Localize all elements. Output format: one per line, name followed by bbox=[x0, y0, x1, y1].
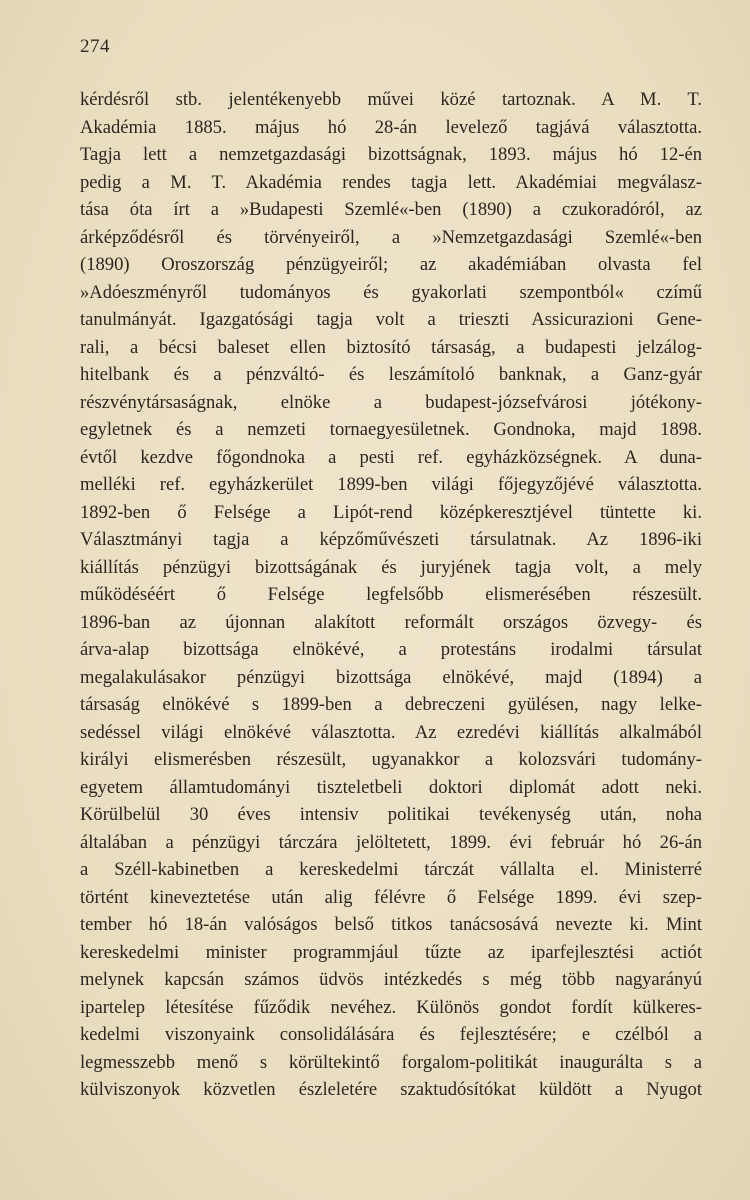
text-line: kereskedelmi minister programmjául tűzte az iparfejlesztési actiót bbox=[80, 941, 702, 963]
text-line: árképződésről és törvényeiről, a »Nemzetgazdasági Szemlé«-ben bbox=[80, 226, 702, 248]
text-line: történt kineveztetése után alig félévre ő Felsége 1899. évi szep- bbox=[80, 886, 702, 908]
text-line: Választmányi tagja a képzőművészeti társulatnak. Az 1896-iki bbox=[80, 529, 702, 550]
text-line: 1892-ben ő Felsége a Lipót-rend középkeresztjével tüntette ki. bbox=[80, 501, 702, 523]
page-number: 274 bbox=[80, 36, 110, 57]
body-text bbox=[80, 86, 702, 1104]
text-line: kedelmi viszonyaink consolidálására és fejlesztésére; e czélból a bbox=[80, 1024, 702, 1045]
text-line: évtől kezdve főgondnoka a pesti ref. egyházközségnek. A duna- bbox=[80, 446, 702, 468]
text-line: tanulmányát. Igazgatósági tagja volt a trieszti Assicurazioni Gene- bbox=[80, 309, 702, 330]
text-line: a Széll-kabinetben a kereskedelmi tárczát vállalta el. Ministerré bbox=[80, 859, 702, 880]
text-line: tember hó 18-án valóságos belső titkos tanácsosává nevezte ki. Mint bbox=[80, 914, 702, 935]
text-line: tása óta írt a »Budapesti Szemlé«-ben (1890) a czukoradóról, az bbox=[80, 199, 702, 220]
text-line: ipartelep létesítése fűződik nevéhez. Különös gondot fordít külkeres- bbox=[80, 996, 702, 1018]
text-line: királyi elismerésben részesült, ugyanakkor a kolozsvári tudomány- bbox=[80, 749, 702, 770]
text-line: megalakulásakor pénzügyi bizottsága elnökévé, majd (1894) a bbox=[80, 666, 702, 688]
text-line: egyetem államtudományi tiszteletbeli doktori diplomát adott neki. bbox=[80, 776, 702, 798]
text-line: Akadémia 1885. május hó 28-án levelező tagjává választotta. bbox=[80, 116, 702, 138]
text-line: külviszonyok közvetlen észleletére szaktudósítókat küldött a Nyugot bbox=[80, 1079, 702, 1100]
text-line: működéséért ő Felsége legfelsőbb elismerésében részesült. bbox=[80, 584, 702, 605]
text-line: (1890) Oroszország pénzügyeiről; az akadémiában olvasta fel bbox=[80, 254, 702, 275]
text-line: sedéssel világi elnökévé választotta. Az ezredévi kiállítás alkalmából bbox=[80, 721, 702, 743]
text-line: kérdésről stb. jelentékenyebb művei közé tartoznak. A M. T. bbox=[80, 89, 702, 110]
text-line: Körülbelül 30 éves intensiv politikai tevékenység után, noha bbox=[80, 804, 702, 825]
text-line: hitelbank és a pénzváltó- és leszámítoló banknak, a Ganz-gyár bbox=[80, 364, 702, 385]
text-line: árva-alap bizottsága elnökévé, a protestáns irodalmi társulat bbox=[80, 639, 702, 660]
text-line: kiállítás pénzügyi bizottságának és juryjének tagja volt, a mely bbox=[80, 556, 702, 578]
text-line: »Adóeszményről tudományos és gyakorlati szempontból« czímű bbox=[80, 281, 702, 303]
text-line: 1896-ban az újonnan alakított reformált országos özvegy- és bbox=[80, 611, 702, 633]
text-line: legmesszebb menő s körültekintő forgalom-politikát inaugurálta s a bbox=[80, 1051, 702, 1073]
text-line: melynek kapcsán számos üdvös intézkedés s még több nagyarányú bbox=[80, 969, 702, 990]
text-line: általában a pénzügyi tárczára jelöltetett, 1899. évi február hó 26-án bbox=[80, 831, 702, 853]
text-line: Tagja lett a nemzetgazdasági bizottságnak, 1893. május hó 12-én bbox=[80, 144, 702, 165]
text-line: egyletnek és a nemzeti tornaegyesületnek. Gondnoka, majd 1898. bbox=[80, 419, 702, 440]
text-line: társaság elnökévé s 1899-ben a debreczeni gyülésen, nagy lelke- bbox=[80, 694, 702, 715]
text-line: melléki ref. egyházkerület 1899-ben világi főjegyzőjévé választotta. bbox=[80, 474, 702, 495]
text-line: részvénytársaságnak, elnöke a budapest-józsefvárosi jótékony- bbox=[80, 391, 702, 413]
text-line: pedig a M. T. Akadémia rendes tagja lett. Akadémiai megválasz- bbox=[80, 171, 702, 193]
text-line: rali, a bécsi baleset ellen biztosító társaság, a budapesti jelzálog- bbox=[80, 336, 702, 358]
